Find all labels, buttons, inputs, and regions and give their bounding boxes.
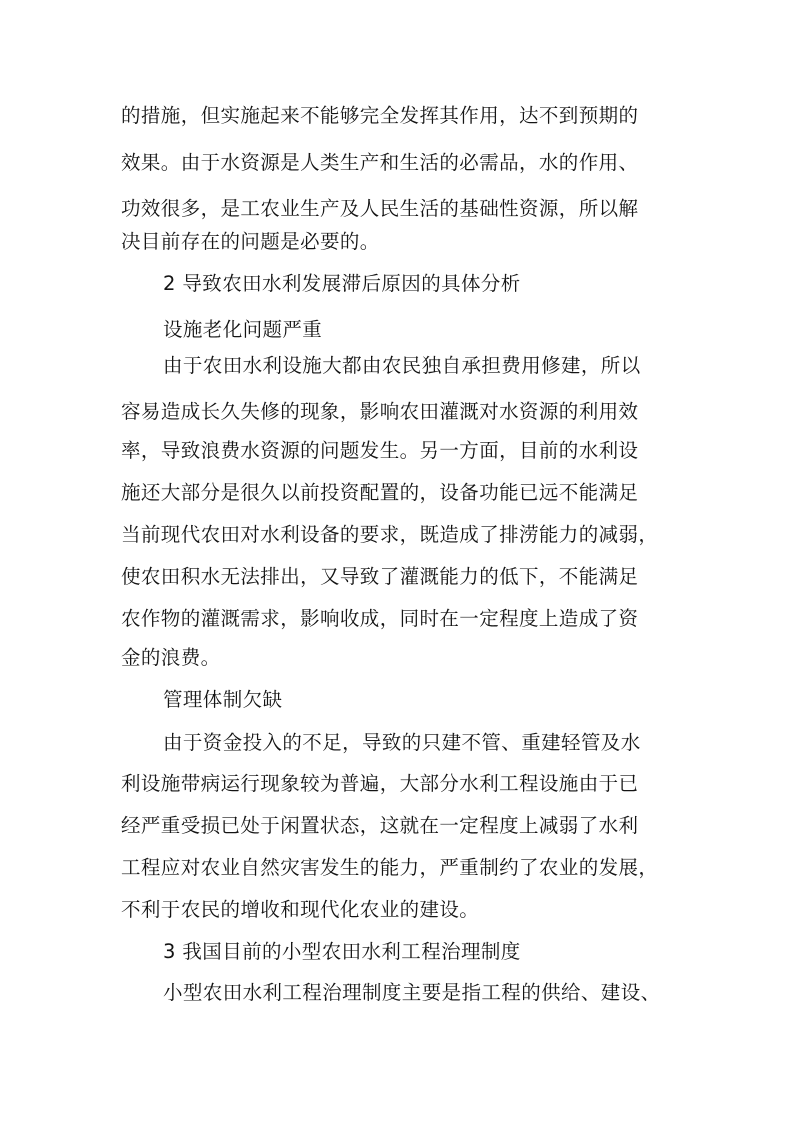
paragraph-line: 使农田积水无法排出，又导致了灌溉能力的低下，不能满足 xyxy=(121,565,639,588)
paragraph-line: 率，导致浪费水资源的问题发生。另一方面，目前的水利设 xyxy=(121,439,639,462)
paragraph-line: 容易造成长久失修的现象，影响农田灌溉对水资源的利用效 xyxy=(121,400,639,423)
section-heading: 2 导致农田水利发展滞后原因的具体分析 xyxy=(163,272,521,295)
paragraph-line: 不利于农民的增收和现代化农业的建设。 xyxy=(121,898,480,921)
paragraph-line: 由于农田水利设施大都由农民独自承担费用修建，所以 xyxy=(163,354,641,377)
paragraph-line: 经严重受损已处于闲置状态，这就在一定程度上减弱了水利 xyxy=(121,814,639,837)
subsection-heading: 管理体制欠缺 xyxy=(163,688,283,711)
paragraph-line: 施还大部分是很久以前投资配置的，设备功能已远不能满足 xyxy=(121,481,639,504)
paragraph-line: 农作物的灌溉需求，影响收成，同时在一定程度上造成了资 xyxy=(121,607,639,630)
section-heading: 3 我国目前的小型农田水利工程治理制度 xyxy=(163,940,521,963)
subsection-heading: 设施老化问题严重 xyxy=(163,318,323,341)
paragraph-line: 工程应对农业自然灾害发生的能力，严重制约了农业的发展， xyxy=(121,856,659,879)
paragraph-line: 小型农田水利工程治理制度主要是指工程的供给、建设、 xyxy=(163,981,661,1004)
paragraph-line: 当前现代农田对水利设备的要求，既造成了排涝能力的减弱， xyxy=(121,523,659,546)
paragraph-line: 金的浪费。 xyxy=(121,646,221,669)
paragraph-line: 的措施，但实施起来不能够完全发挥其作用，达不到预期的 xyxy=(121,104,639,127)
paragraph-line: 决目前存在的问题是必要的。 xyxy=(121,230,380,253)
paragraph-line: 效果。由于水资源是人类生产和生活的必需品，水的作用、 xyxy=(121,151,639,174)
paragraph-line: 由于资金投入的不足，导致的只建不管、重建轻管及水 xyxy=(163,731,641,754)
paragraph-line: 功效很多，是工农业生产及人民生活的基础性资源，所以解 xyxy=(121,197,639,220)
paragraph-line: 利设施带病运行现象较为普遍，大部分水利工程设施由于已 xyxy=(121,772,639,795)
